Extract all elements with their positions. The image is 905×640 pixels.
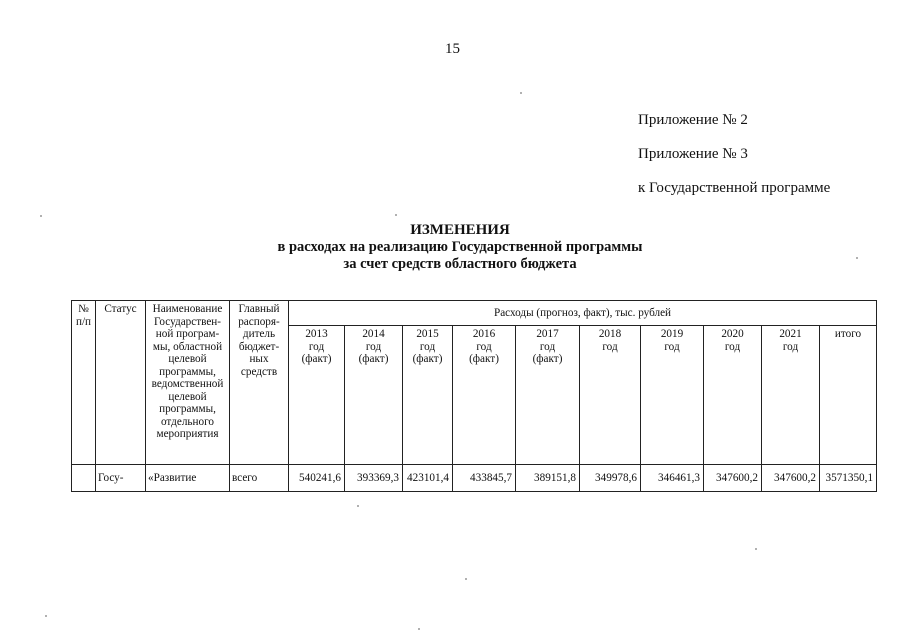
header-name: Наименование Государствен-ной програм-мы, областной целевой программы, ведомственной целевой программы, отдельного мероприятия bbox=[146, 301, 230, 465]
appendix-line-3: к Государственной программе bbox=[638, 180, 831, 196]
header-expenses: Расходы (прогноз, факт), тыс. рублей bbox=[289, 301, 877, 326]
header-manager: Главный распоря-дитель бюджет-ных средств bbox=[230, 301, 289, 465]
year-unit: год bbox=[664, 340, 680, 353]
cell-value: 349978,6 bbox=[580, 465, 641, 492]
cell-value: 423101,4 bbox=[403, 465, 453, 492]
header-year bbox=[580, 326, 641, 465]
title-line-3: за счет средств областного бюджета bbox=[343, 256, 577, 272]
scan-speck bbox=[465, 578, 467, 580]
year-note: (факт) bbox=[301, 353, 332, 365]
year-label: 2021 bbox=[779, 328, 802, 340]
header-year bbox=[289, 326, 345, 465]
cell-manager: всего bbox=[230, 465, 289, 492]
scan-speck bbox=[418, 628, 420, 630]
expenses-table bbox=[71, 300, 877, 492]
year-unit: год bbox=[782, 340, 799, 353]
appendix-line-1: Приложение № 2 bbox=[638, 112, 748, 128]
title-line-2: в расходах на реализацию Государственной программы bbox=[277, 239, 643, 255]
cell-value: 433845,7 bbox=[453, 465, 516, 492]
cell-total: 3571350,1 bbox=[820, 465, 877, 492]
year-unit: год bbox=[602, 340, 618, 353]
header-year bbox=[516, 326, 580, 465]
scan-speck bbox=[40, 215, 42, 217]
header-num: № п/п bbox=[72, 301, 96, 465]
cell-value: 389151,8 bbox=[516, 465, 580, 492]
cell-value: 540241,6 bbox=[289, 465, 345, 492]
year-unit: год bbox=[419, 340, 436, 353]
year-unit: год bbox=[308, 340, 325, 353]
year-note: (факт) bbox=[469, 353, 499, 365]
header-year bbox=[453, 326, 516, 465]
year-label: 2018 bbox=[598, 328, 622, 340]
year-label: 2013 bbox=[305, 328, 328, 340]
year-note: (факт) bbox=[358, 353, 389, 365]
year-unit: год bbox=[365, 340, 382, 353]
document-title bbox=[180, 222, 740, 273]
scan-speck bbox=[755, 548, 757, 550]
cell-name: «Развитие bbox=[146, 465, 230, 492]
year-label: 2020 bbox=[721, 328, 744, 340]
table-row bbox=[72, 465, 877, 492]
cell-value: 393369,3 bbox=[345, 465, 403, 492]
year-label: 2019 bbox=[660, 328, 684, 340]
header-year bbox=[704, 326, 762, 465]
scan-speck bbox=[856, 257, 858, 259]
scan-speck bbox=[520, 92, 522, 94]
cell-status: Госу- bbox=[96, 465, 146, 492]
header-year bbox=[641, 326, 704, 465]
header-status: Статус bbox=[96, 301, 146, 465]
year-note: (факт) bbox=[532, 353, 563, 365]
header-year bbox=[762, 326, 820, 465]
appendix-line-2: Приложение № 3 bbox=[638, 146, 748, 162]
scan-speck bbox=[395, 214, 397, 216]
cell-value: 346461,3 bbox=[641, 465, 704, 492]
year-label: 2017 bbox=[536, 328, 559, 340]
year-unit: год bbox=[724, 340, 741, 353]
header-year bbox=[345, 326, 403, 465]
scan-speck bbox=[357, 505, 359, 507]
header-row-top bbox=[72, 301, 877, 326]
header-total: итого bbox=[820, 326, 877, 465]
scan-speck bbox=[45, 615, 47, 617]
year-label: 2015 bbox=[416, 328, 439, 340]
cell-num bbox=[72, 465, 96, 492]
page-number: 15 bbox=[445, 41, 460, 57]
year-label: 2016 bbox=[472, 328, 496, 340]
year-unit: год bbox=[476, 340, 492, 353]
year-note: (факт) bbox=[412, 353, 443, 365]
year-label: 2014 bbox=[362, 328, 385, 340]
title-main: ИЗМЕНЕНИЯ bbox=[410, 222, 510, 238]
header-year bbox=[403, 326, 453, 465]
cell-value: 347600,2 bbox=[762, 465, 820, 492]
cell-value: 347600,2 bbox=[704, 465, 762, 492]
year-unit: год bbox=[539, 340, 556, 353]
